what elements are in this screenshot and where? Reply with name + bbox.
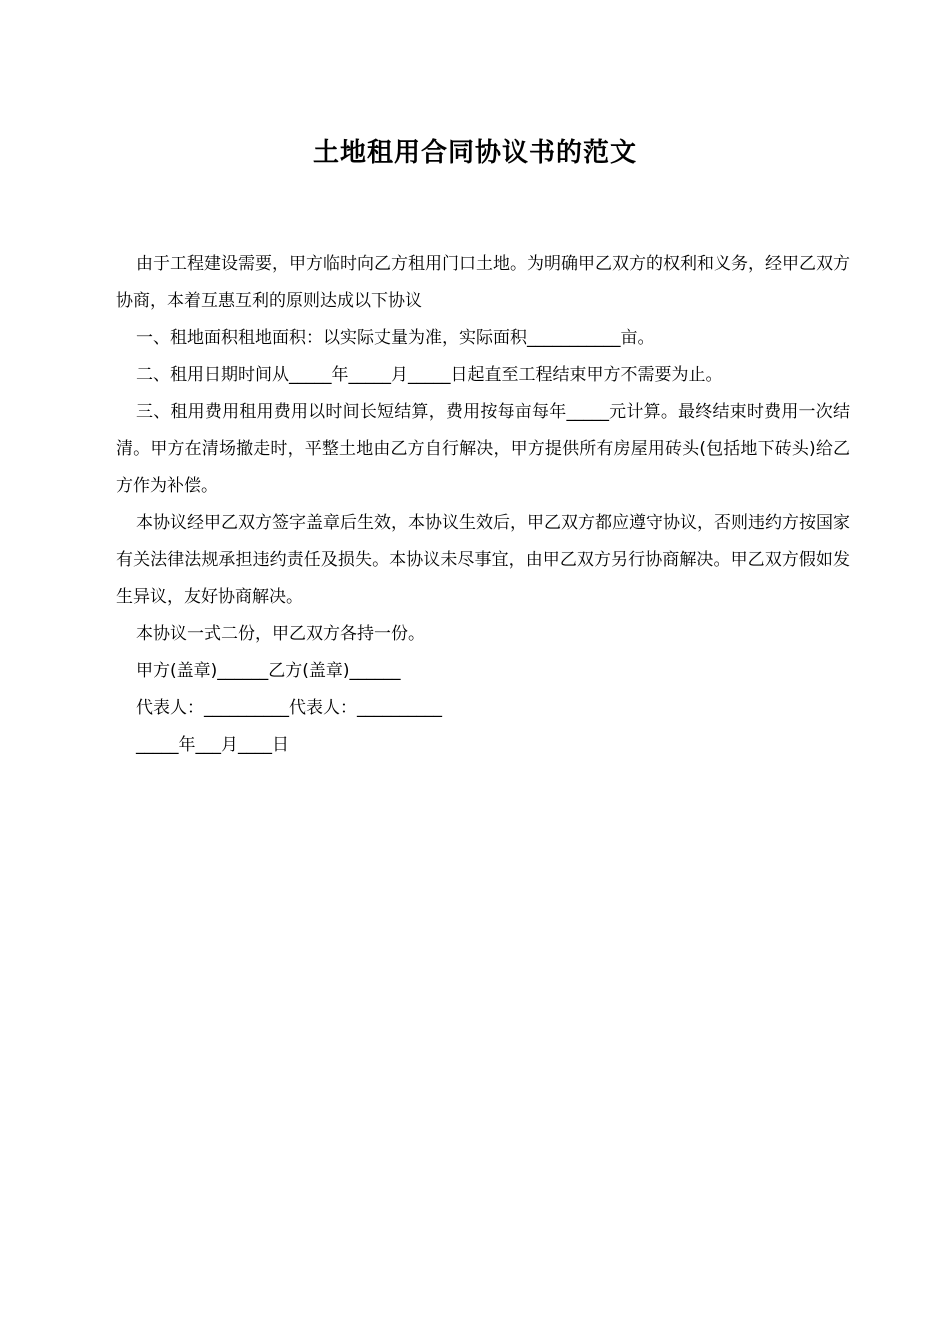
representative-line: 代表人：__________代表人：__________ xyxy=(136,698,442,718)
clause-fee-paragraph: 三、租用费用租用费用以时间长短结算，费用按每亩每年_____元计算。最终结束时费用一次结清。甲方在清场撤走时，平整土地由乙方自行解决，甲方提供所有房屋用砖头(包括地下砖头)给乙方作为补偿。 xyxy=(116,402,850,496)
clause-area-paragraph: 一、租地面积租地面积：以实际丈量为准，实际面积___________亩。 xyxy=(136,328,655,348)
document-body xyxy=(116,246,850,764)
effect-paragraph: 本协议经甲乙双方签字盖章后生效，本协议生效后，甲乙双方都应遵守协议，否则违约方按国家有关法律法规承担违约责任及损失。本协议未尽事宜，由甲乙双方另行协商解决。甲乙双方假如发生异议，友好协商解决。 xyxy=(116,513,850,607)
document-title: 土地租用合同协议书的范文 xyxy=(312,138,637,168)
intro-paragraph: 由于工程建设需要，甲方临时向乙方租用门口土地。为明确甲乙双方的权利和义务，经甲乙双方协商，本着互惠互利的原则达成以下协议 xyxy=(116,254,850,311)
clause-period-paragraph: 二、租用日期时间从_____年_____月_____日起直至工程结束甲方不需要为止。 xyxy=(136,365,723,385)
copies-paragraph: 本协议一式二份，甲乙双方各持一份。 xyxy=(136,624,425,644)
seal-line: 甲方(盖章)______乙方(盖章)______ xyxy=(136,661,401,681)
date-line: _____年___月____日 xyxy=(136,735,289,755)
